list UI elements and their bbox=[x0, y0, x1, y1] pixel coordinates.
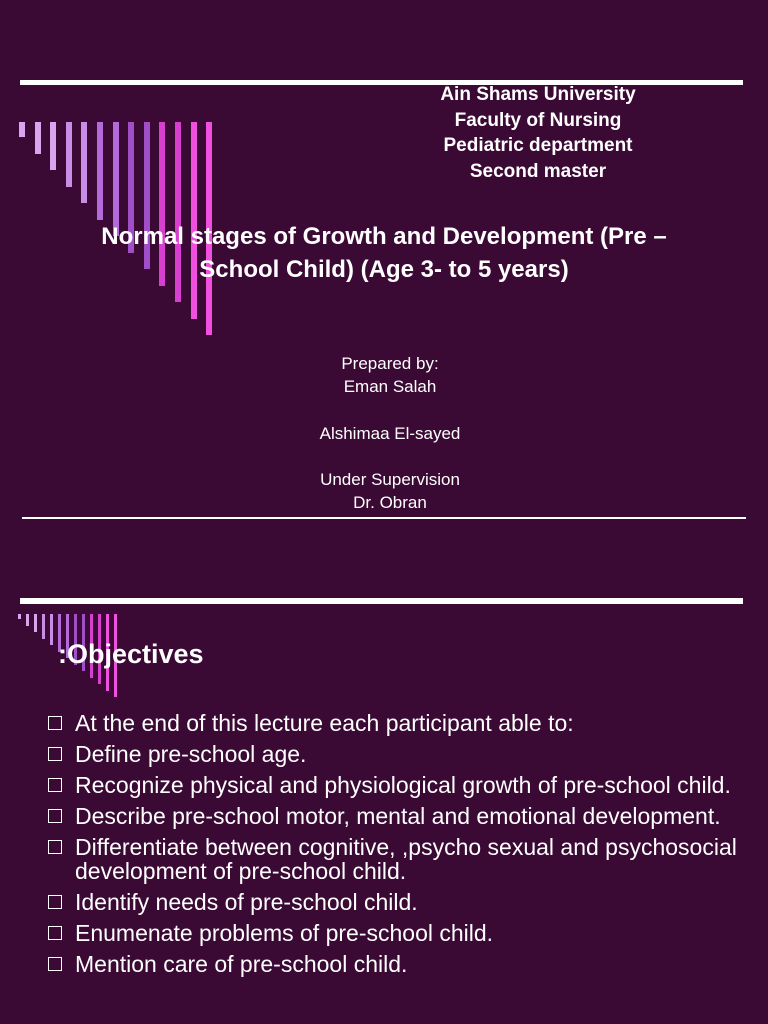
faculty-name: Faculty of Nursing bbox=[454, 109, 622, 131]
objectives-slide bbox=[0, 560, 768, 1024]
square-bullet-icon bbox=[48, 957, 62, 971]
square-bullet-icon bbox=[48, 840, 62, 854]
objectives-heading: :Objectives bbox=[58, 639, 204, 669]
supervisor-name: Dr. Obran bbox=[353, 493, 427, 513]
title-line-2: School Child) (Age 3- to 5 years) bbox=[199, 256, 569, 283]
square-bullet-icon bbox=[48, 809, 62, 823]
square-bullet-icon bbox=[48, 747, 62, 761]
decorative-bar bbox=[66, 122, 72, 187]
prepared-by-label: Prepared by: bbox=[341, 354, 439, 373]
decorative-bar bbox=[81, 122, 87, 203]
decorative-bar bbox=[34, 614, 37, 632]
decorative-bar bbox=[113, 122, 119, 236]
decorative-bar bbox=[42, 614, 45, 639]
slide-title bbox=[40, 220, 728, 286]
supervision-label: Under Supervision bbox=[320, 469, 460, 489]
square-bullet-icon bbox=[48, 895, 62, 909]
square-bullet-icon bbox=[48, 716, 62, 730]
decorative-bar bbox=[97, 122, 103, 220]
list-item: Enumenate problems of pre-school child. bbox=[48, 922, 748, 946]
credits-block bbox=[240, 352, 540, 514]
square-bullet-icon bbox=[48, 926, 62, 940]
list-item: Define pre-school age. bbox=[48, 743, 748, 767]
list-item: At the end of this lecture each participant able to: bbox=[48, 712, 748, 736]
decorative-bar bbox=[35, 122, 41, 154]
list-item: Identify needs of pre-school child. bbox=[48, 891, 748, 915]
title-line-1: Normal stages of Growth and Development (Pre – bbox=[101, 223, 667, 250]
decorative-bar bbox=[18, 614, 21, 619]
author-2: Alshimaa El-sayed bbox=[319, 423, 461, 443]
decorative-bar bbox=[26, 614, 29, 626]
program-name: Second master bbox=[469, 161, 607, 183]
department-name: Pediatric department bbox=[443, 135, 633, 157]
university-block bbox=[388, 82, 688, 185]
credits-spacer-2 bbox=[240, 445, 540, 468]
list-item: Recognize physical and physiological growth of pre-school child. bbox=[48, 774, 748, 798]
decorative-bar bbox=[50, 614, 53, 645]
list-item: Describe pre-school motor, mental and emotional development. bbox=[48, 805, 748, 829]
list-item: Differentiate between cognitive, ,psycho sexual and psychosocial development of pre-school child. bbox=[48, 836, 748, 883]
square-bullet-icon bbox=[48, 778, 62, 792]
credits-spacer-1 bbox=[240, 398, 540, 421]
top-rule bbox=[20, 598, 743, 604]
university-name: Ain Shams University bbox=[440, 84, 636, 105]
bottom-rule bbox=[22, 517, 746, 519]
objectives-list bbox=[48, 712, 748, 984]
author-1: Eman Salah bbox=[343, 377, 437, 397]
decorative-bar bbox=[50, 122, 56, 170]
decorative-bar bbox=[19, 122, 25, 137]
list-item: Mention care of pre-school child. bbox=[48, 953, 748, 977]
